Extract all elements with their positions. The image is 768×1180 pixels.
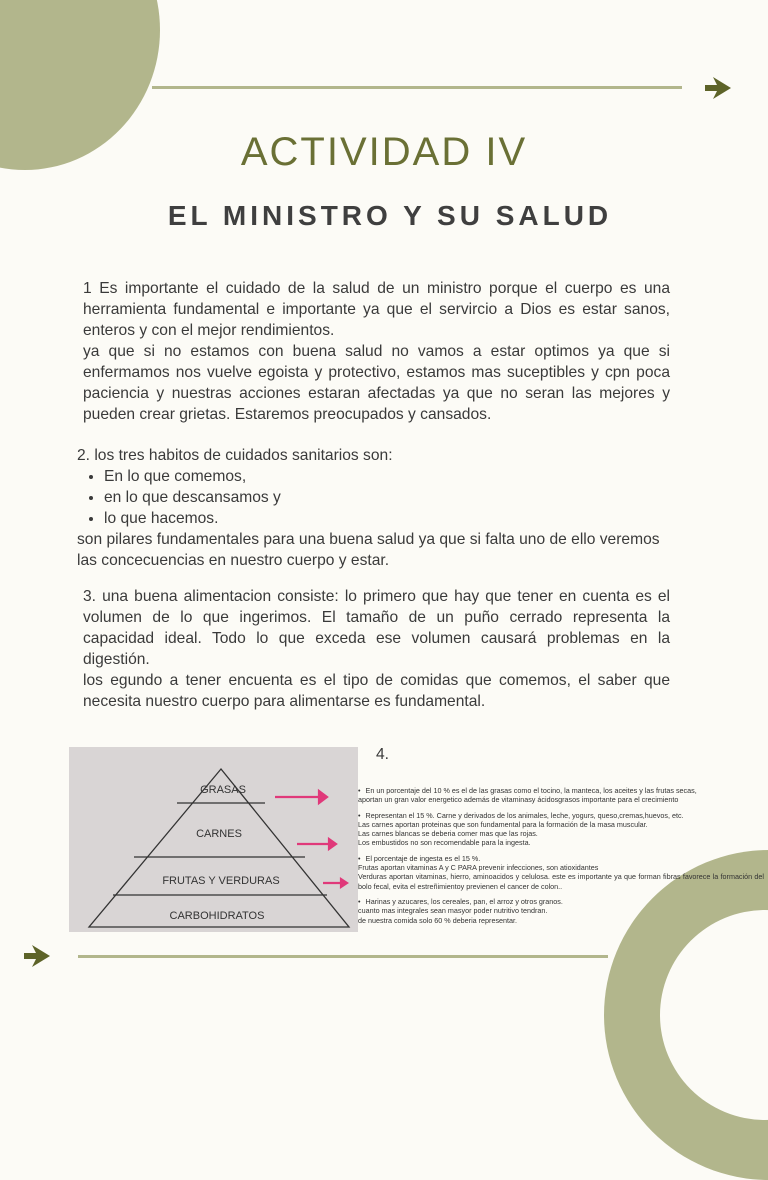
note-carbohidratos: • Harinas y azucares, los cereales, pan, el arroz y otros granos. cuanto mas integrales sean masyor poder nutritivo tendran. de nuestra comida solo 60 % deberia representar. (358, 897, 764, 925)
note-carnes: • Representan el 15 %. Carne y derivados de los animales, leche, yogurs, queso,cremas,huevos, etc. Las carnes aportan proteinas que son fundamental para la formación de la masa muscular. Las carnes blancas se deberia comer mas que las rojas. Los embustidos no son recomendable para la ingesta. (358, 811, 764, 848)
divider-line-top (152, 86, 682, 89)
pyramid-notes (358, 786, 764, 931)
pyramid-level-frutas: FRUTAS Y VERDURAS (162, 875, 280, 887)
list-item: • En lo que comemos, (104, 466, 677, 487)
arrow-right-icon (22, 941, 52, 971)
food-pyramid-image (69, 747, 358, 932)
note-grasas: • En un porcentaje del 10 % es el de las grasas como el tocino, la manteca, los aceites y las frutas secas, aportan un gran valor energetico además de vitaminasy ácidosgrasos importante para el crecimiento (358, 786, 764, 805)
section-2 (77, 445, 677, 571)
section-2-intro: 2. los tres habitos de cuidados sanitarios son: (77, 447, 393, 464)
pyramid-level-carnes: CARNES (196, 828, 242, 840)
section-1 (83, 278, 670, 425)
page-title: ACTIVIDAD IV (240, 130, 528, 174)
arrow-right-icon (703, 73, 733, 103)
habits-list (77, 466, 677, 529)
section-1-paragraph-1: 1 Es importante el cuidado de la salud de un ministro porque el cuerpo es una herramienta fundamental e importante ya que el servircio a Dios es estar sanos, enteros y con el mejor rendimientos. (83, 280, 670, 339)
section-3-paragraph-2: los egundo a tener encuenta es el tipo de comidas que comemos, el saber que necesita nuestro cuerpo para alimentarse es fundamental. (83, 672, 670, 710)
section-2-outro: son pilares fundamentales para una buena salud ya que si falta uno de ello veremos las concecuencias en nuestro cuerpo y estar. (77, 531, 660, 569)
note-frutas-verduras: • El porcentaje de ingesta es el 15 %. Frutas aportan vitaminas A y C PARA prevenir infecciones, son atioxidantes Verduras aportan vitaminas, hierro, aminoacidos y celulosa. este es importante ya que forman fibras favorece la formación del bolo fecal, evita el estreñimientoy previenen el cancer de colon.. (358, 854, 764, 891)
section-1-paragraph-2: ya que si no estamos con buena salud no vamos a estar optimos ya que si enfermamos nos vuelve egoista y protectivo, estamos mas suceptibles y cpn poca paciencia y nuestras acciones estaran afectadas ya que no seran las mejores y pueden crear grietas. Estaremos preocupados y cansados. (83, 343, 670, 423)
pyramid-level-carbohidratos: CARBOHIDRATOS (169, 910, 265, 922)
section-3-paragraph-1: 3. una buena alimentacion consiste: lo primero que hay que tener en cuenta es el volumen de lo que ingerimos. El tamaño de un puño cerrado representa la capacidad ideal. Todo lo que exceda ese volumen causará problemas en la digestión. (83, 588, 670, 668)
list-item: • lo que hacemos. (104, 508, 677, 529)
section-3 (83, 586, 670, 712)
list-item: • en lo que descansamos y (104, 487, 677, 508)
pyramid-level-grasas: GRASAS (200, 784, 246, 796)
divider-line-bottom (78, 955, 608, 958)
page-subtitle: EL MINISTRO Y SU SALUD (167, 200, 613, 231)
section-4-number: 4. (376, 746, 390, 763)
